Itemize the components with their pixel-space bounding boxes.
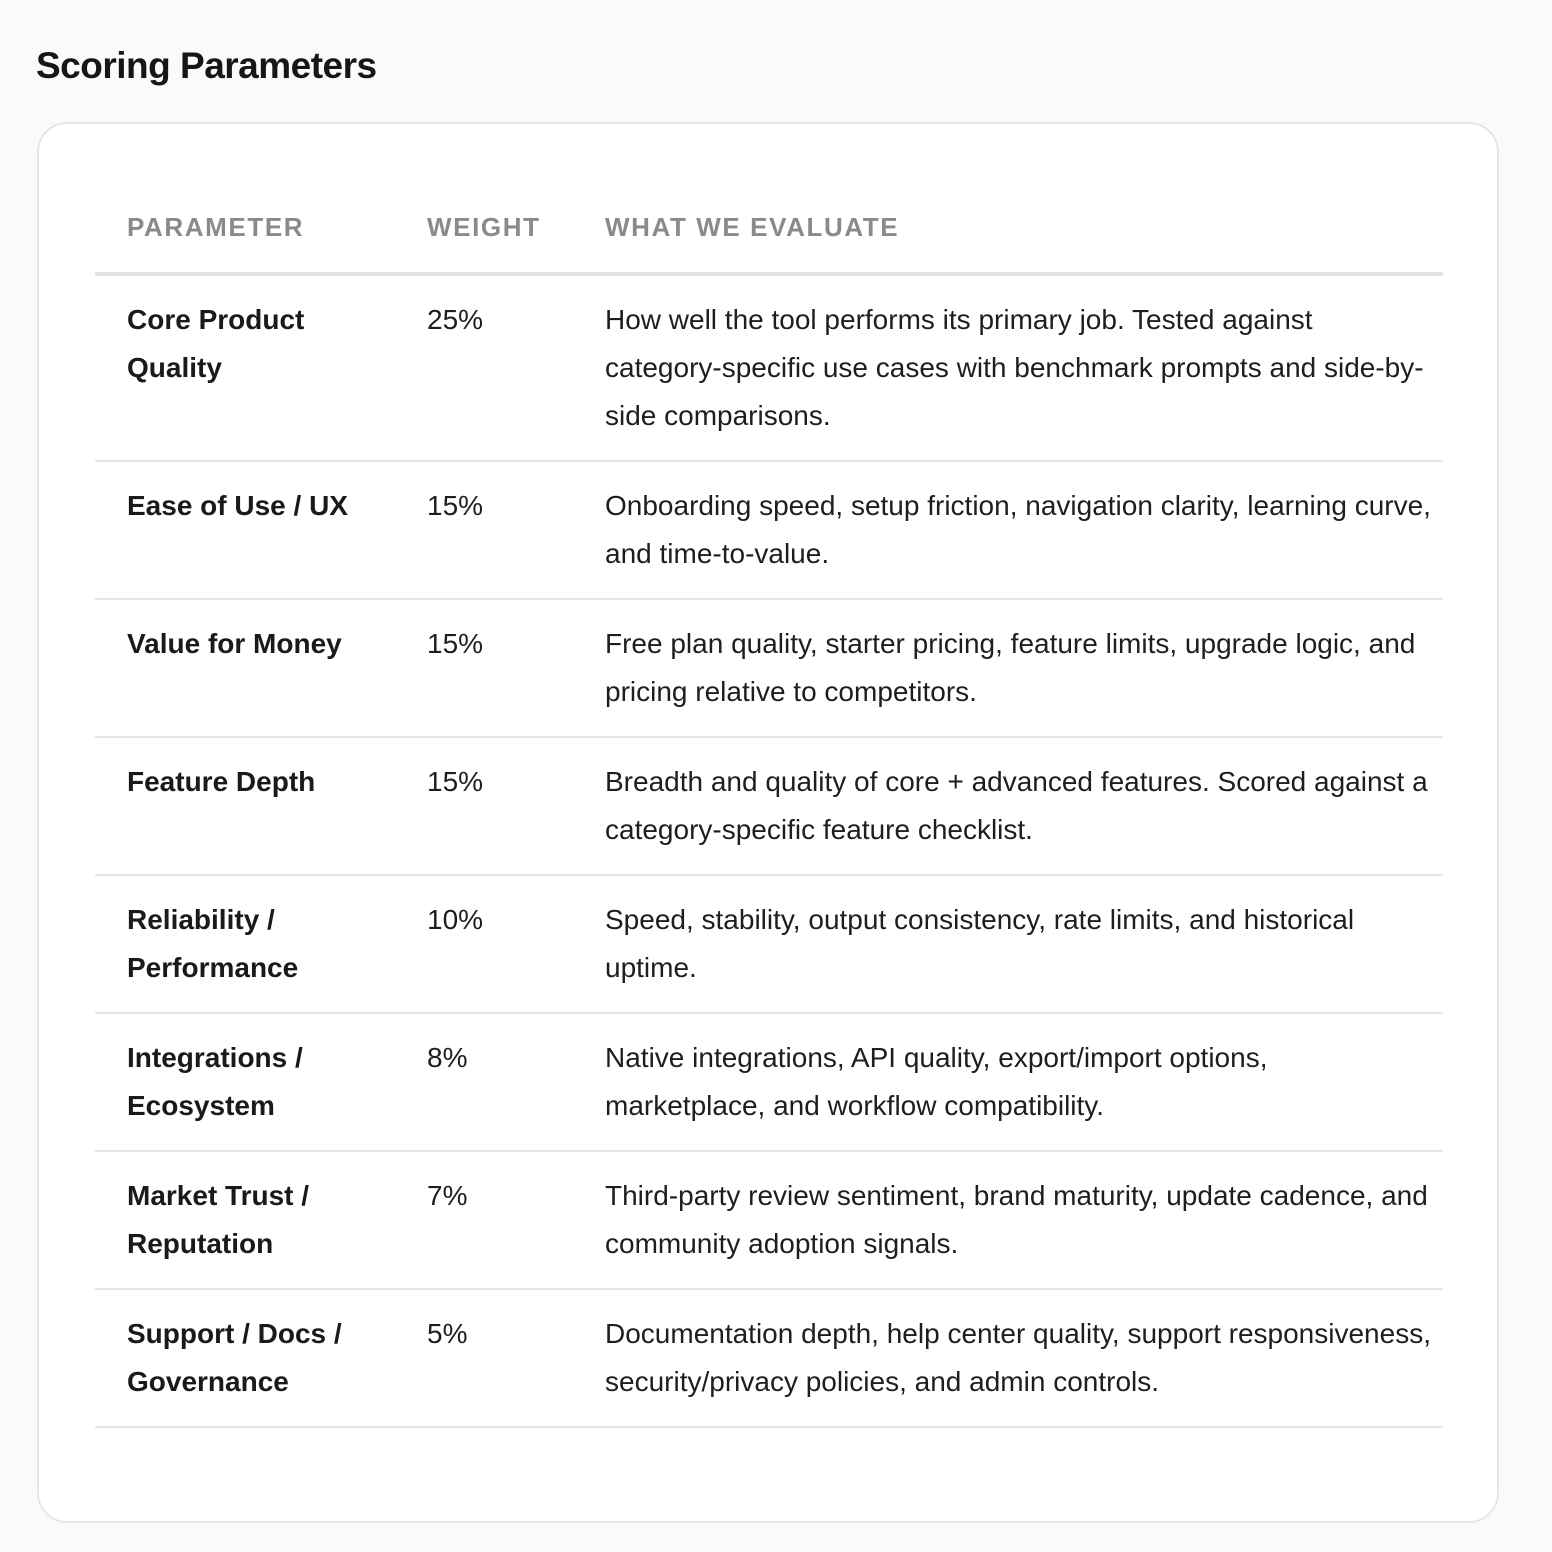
parameter-weight: 15% bbox=[413, 461, 591, 599]
parameter-description: Third-party review sentiment, brand maturity, update cadence, and community adoption signals. bbox=[591, 1151, 1443, 1289]
table-row bbox=[95, 1151, 1443, 1289]
parameter-weight: 25% bbox=[413, 274, 591, 461]
table-header bbox=[95, 194, 1443, 274]
parameter-weight: 15% bbox=[413, 599, 591, 737]
parameter-name: Value for Money bbox=[95, 599, 413, 737]
table-row bbox=[95, 1289, 1443, 1427]
parameter-weight: 10% bbox=[413, 875, 591, 1013]
parameter-description: Breadth and quality of core + advanced features. Scored against a category-specific feature checklist. bbox=[591, 737, 1443, 875]
table-row bbox=[95, 1013, 1443, 1151]
header-what-we-evaluate: WHAT WE EVALUATE bbox=[591, 194, 1443, 274]
scoring-parameters-table bbox=[95, 194, 1443, 1428]
table-row bbox=[95, 274, 1443, 461]
parameter-description: Speed, stability, output consistency, rate limits, and historical uptime. bbox=[591, 875, 1443, 1013]
table-row bbox=[95, 875, 1443, 1013]
parameter-weight: 5% bbox=[413, 1289, 591, 1427]
table-row bbox=[95, 461, 1443, 599]
parameter-description: Onboarding speed, setup friction, navigation clarity, learning curve, and time-to-value. bbox=[591, 461, 1443, 599]
parameter-name: Support / Docs / Governance bbox=[95, 1289, 413, 1427]
header-row bbox=[95, 194, 1443, 274]
table-row bbox=[95, 599, 1443, 737]
parameter-name: Reliability / Performance bbox=[95, 875, 413, 1013]
parameter-name: Integrations / Ecosystem bbox=[95, 1013, 413, 1151]
parameter-name: Ease of Use / UX bbox=[95, 461, 413, 599]
scoring-parameters-card bbox=[37, 122, 1499, 1523]
parameter-name: Market Trust / Reputation bbox=[95, 1151, 413, 1289]
header-weight: WEIGHT bbox=[413, 194, 591, 274]
parameter-name: Core Product Quality bbox=[95, 274, 413, 461]
parameter-weight: 7% bbox=[413, 1151, 591, 1289]
table-body bbox=[95, 274, 1443, 1427]
section-title: Scoring Parameters bbox=[36, 45, 377, 86]
parameter-description: Documentation depth, help center quality, support responsiveness, security/privacy policies, and admin controls. bbox=[591, 1289, 1443, 1427]
parameter-weight: 8% bbox=[413, 1013, 591, 1151]
header-parameter: PARAMETER bbox=[95, 194, 413, 274]
parameter-description: How well the tool performs its primary job. Tested against category-specific use cases with benchmark prompts and side-by-side comparisons. bbox=[591, 274, 1443, 461]
parameter-name: Feature Depth bbox=[95, 737, 413, 875]
table-row bbox=[95, 737, 1443, 875]
parameter-description: Native integrations, API quality, export/import options, marketplace, and workflow compatibility. bbox=[591, 1013, 1443, 1151]
parameter-weight: 15% bbox=[413, 737, 591, 875]
parameter-description: Free plan quality, starter pricing, feature limits, upgrade logic, and pricing relative to competitors. bbox=[591, 599, 1443, 737]
